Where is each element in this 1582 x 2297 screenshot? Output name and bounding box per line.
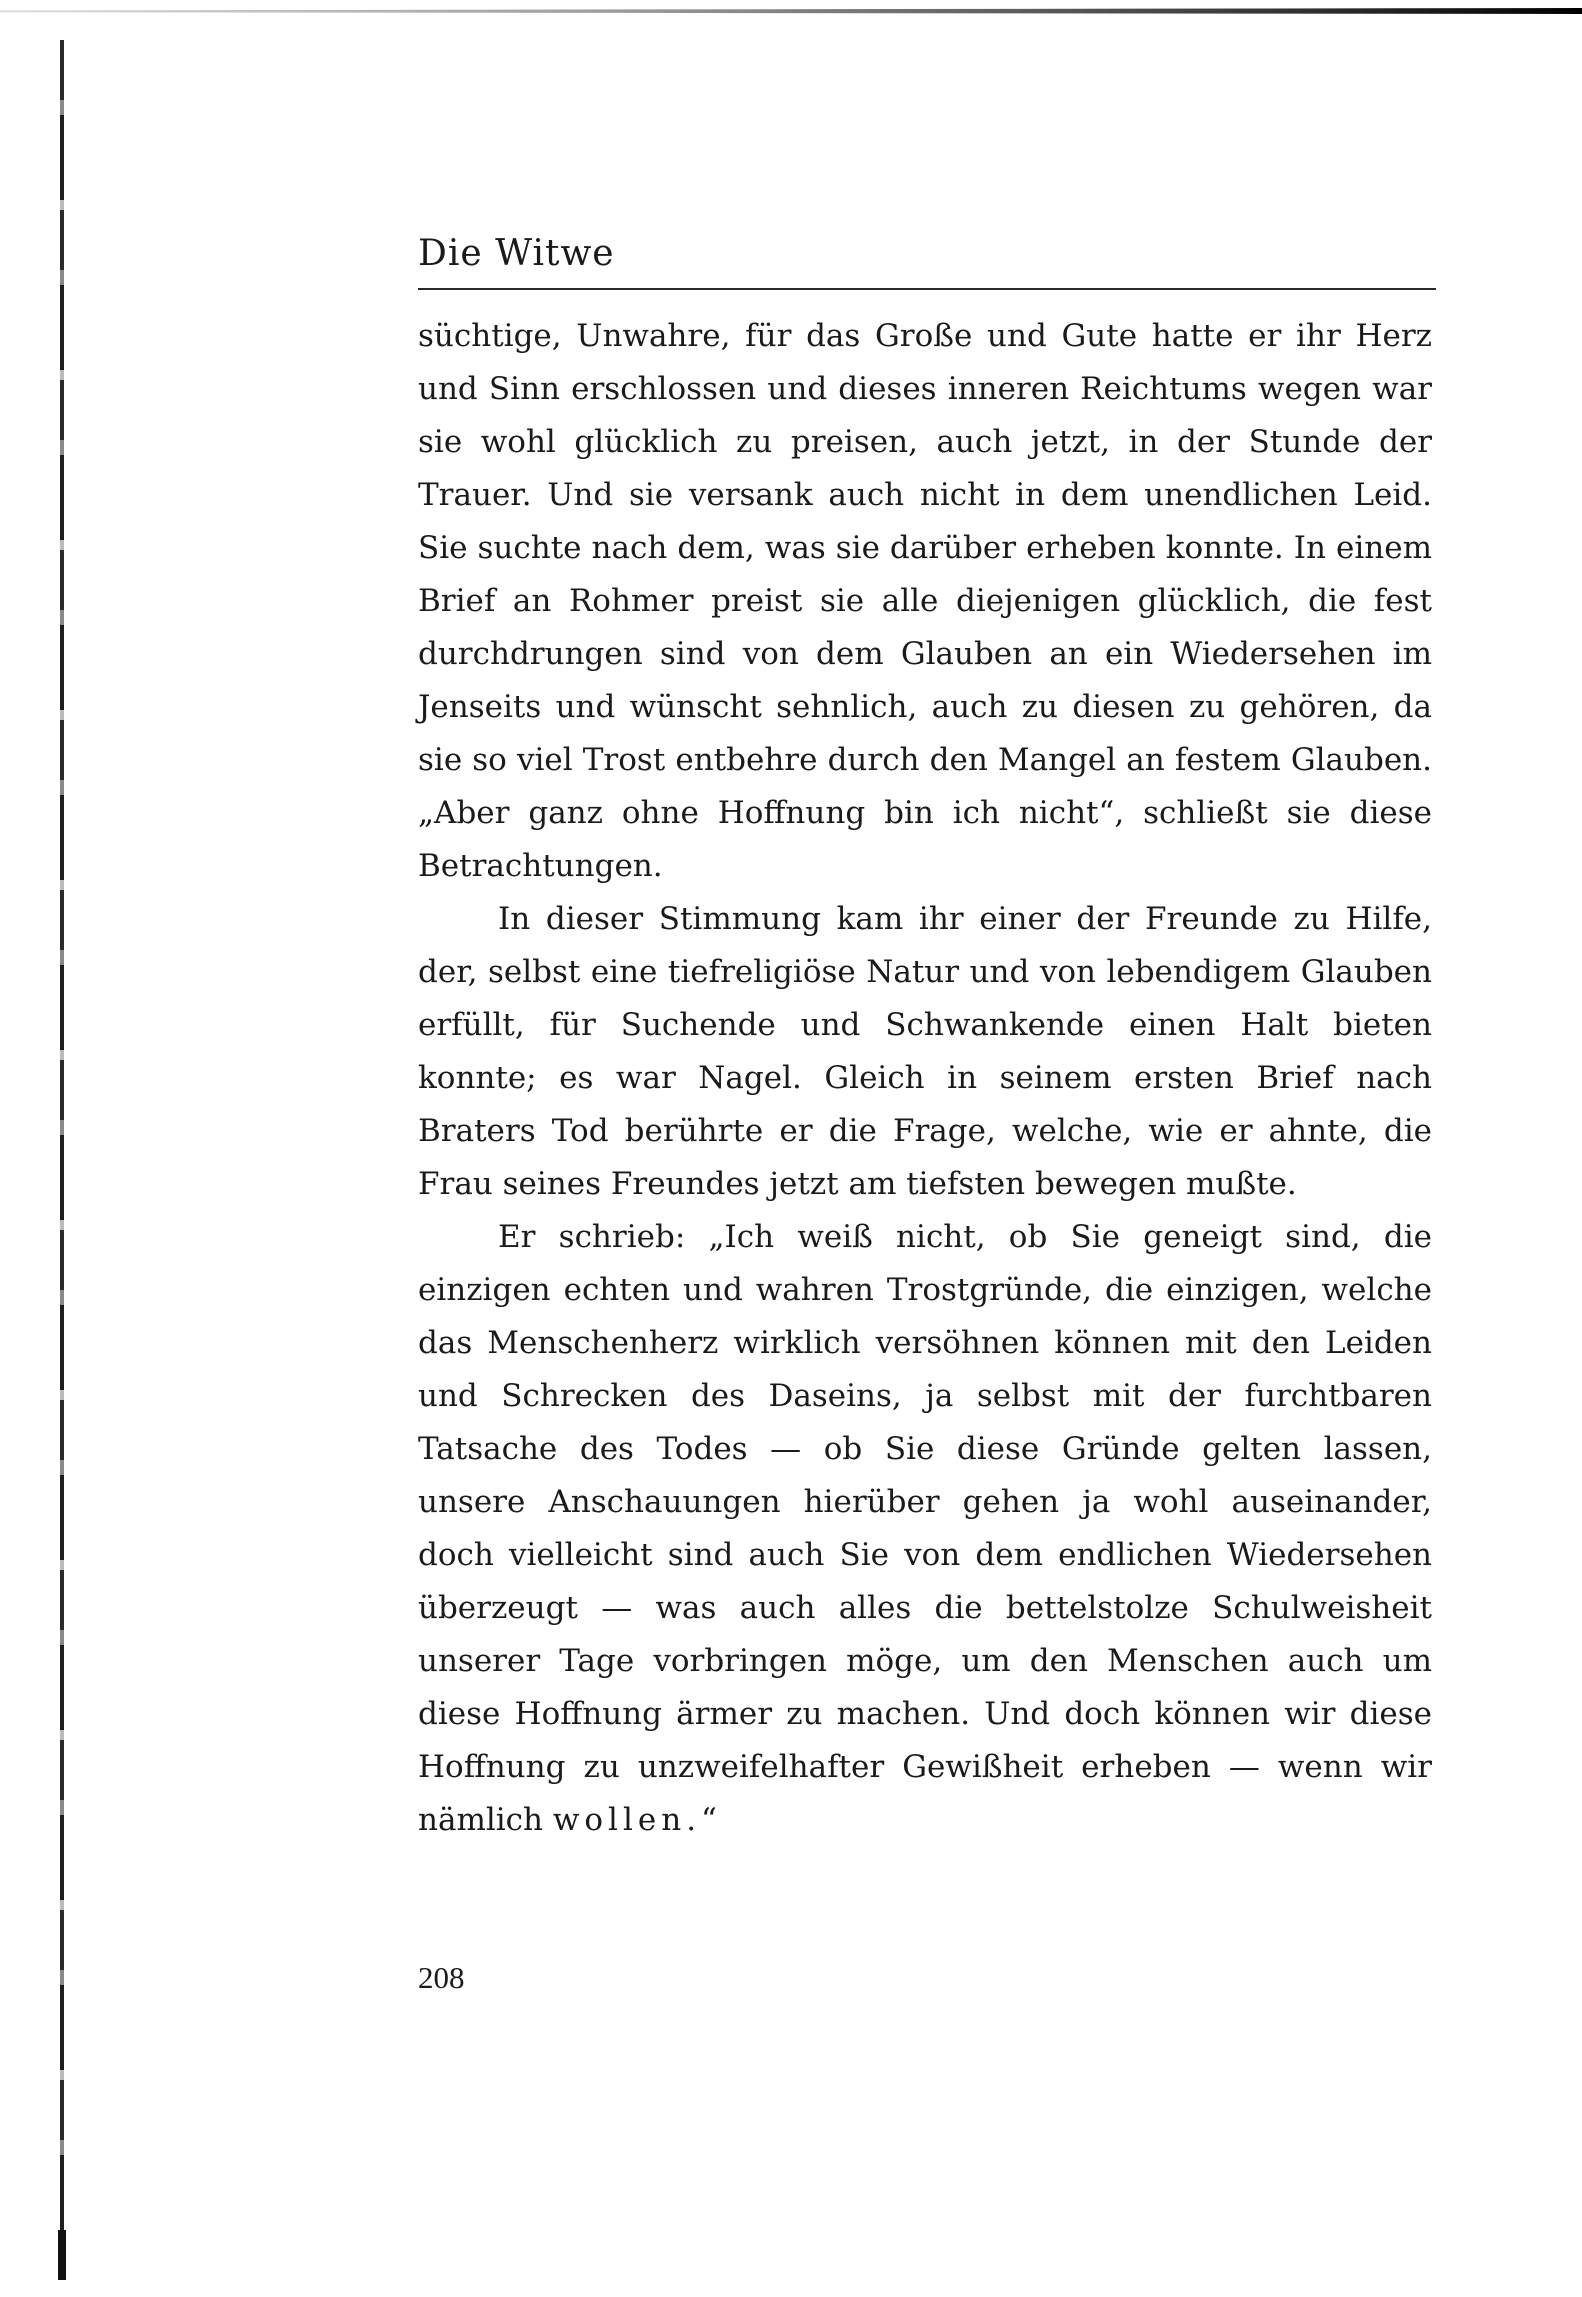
paragraph-2: In dieser Stimmung kam ihr einer der Freunde zu Hilfe, der, selbst eine tiefreligiöse Natur und von lebendigem Glauben erfüllt, für Suchende und Schwankende einen Halt bieten konnte; es war Nagel. Gleich in seinem ersten Brief nach Braters Tod berührte er die Frage, welche, wie er ahnte, die Frau seines Freundes jetzt am tiefsten bewegen mußte. — [418, 901, 1432, 1202]
page-number: 208 — [418, 1960, 465, 1995]
scan-top-edge — [0, 8, 1582, 14]
header-rule — [418, 288, 1436, 290]
running-head: Die Witwe — [418, 233, 615, 274]
paragraph-1: süchtige, Unwahre, für das Große und Gute hatte er ihr Herz und Sinn erschlossen und dieses inneren Reichtums wegen war sie wohl glücklich zu preisen, auch jetzt, in der Stunde der Trauer. Und sie versank auch nicht in dem unendlichen Leid. Sie suchte nach dem, was sie darüber erheben konnte. In einem Brief an Rohmer preist sie alle diejenigen glücklich, die fest durchdrungen sind von dem Glauben an ein Wiedersehen im Jenseits und wünscht sehnlich, auch zu diesen zu gehören, da sie so viel Trost entbehre durch den Mangel an festem Glauben. „Aber ganz ohne Hoffnung bin ich nicht“, schließt sie diese Betrachtungen. — [418, 318, 1432, 884]
scan-left-edge — [60, 40, 64, 2250]
paragraph-3 — [418, 1211, 1432, 1847]
scan-left-edge-lower — [58, 2230, 66, 2280]
page-content — [418, 230, 1432, 1847]
spaced-emphasis: wollen.“ — [552, 1802, 722, 1838]
body-text — [418, 310, 1432, 1847]
paragraph-3-text: Er schrieb: „Ich weiß nicht, ob Sie geneigt sind, die einzigen echten und wahren Trostgründe, die einzigen, welche das Menschenherz wirklich versöhnen können mit den Leiden und Schrecken des Daseins, ja selbst mit der furchtbaren Tatsache des Todes — ob Sie diese Gründe gelten lassen, unsere Anschauungen hierüber gehen ja wohl auseinander, doch vielleicht sind auch Sie von dem endlichen Wiedersehen überzeugt — was auch alles die bettelstolze Schulweisheit unserer Tage vorbringen möge, um den Menschen auch um diese Hoffnung ärmer zu machen. Und doch können wir diese Hoffnung zu unzweifelhafter Gewißheit erheben — wenn wir nämlich — [418, 1219, 1432, 1838]
